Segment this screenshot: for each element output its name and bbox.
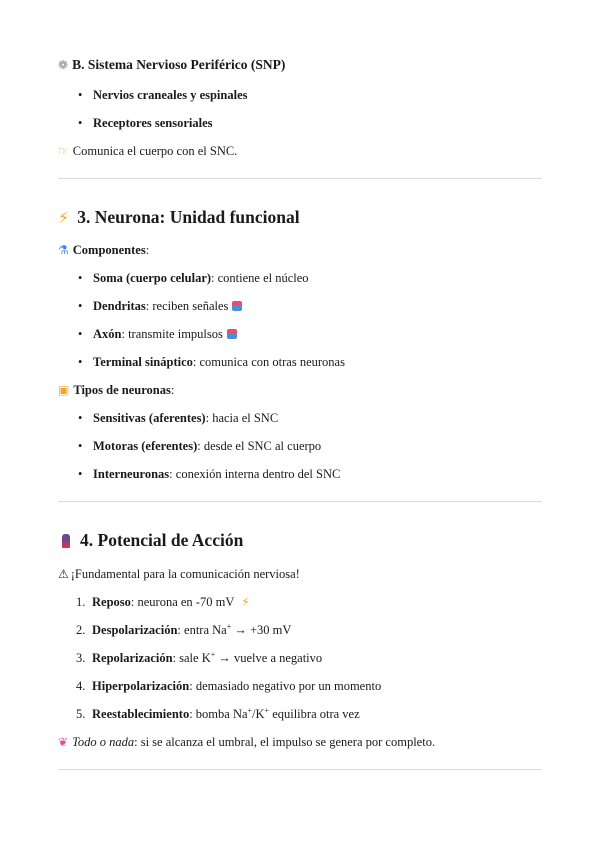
microscope-icon: ⚗ [58,243,69,257]
warning-icon: ⚠ [58,567,69,581]
asterisk-flower-icon: ❁ [58,58,69,72]
list-item: • Soma (cuerpo celular): contiene el núcleo [78,270,309,286]
potencial-note: ❦ Todo o nada: si se alcanza el umbral, el impulso se genera por completo. [58,735,436,749]
lightning-icon: ⚡ [241,595,250,609]
list-item: • Sensitivas (aferentes): hacia el SNC [78,410,278,426]
snp-heading: ❁ B. Sistema Nervioso Periférico (SNP) [58,57,286,72]
divider [58,501,542,502]
package-icon: ▣ [58,383,70,397]
lightning-icon: ⚡ [58,208,70,227]
inbox-tray-icon [232,301,242,311]
list-item: • Motoras (eferentes): desde el SNC al cuerpo [78,438,321,454]
list-item: 5. Reestablecimiento: bomba Na+/K+ equilibra otra vez [76,705,360,721]
list-item: • Axón: transmite impulsos [78,326,237,342]
tipos-label: ▣ Tipos de neuronas: [58,383,175,397]
electric-plug-icon [62,534,70,548]
brain-icon: ❦ [58,735,69,749]
potencial-title: 4. Potencial de Acción [58,529,243,551]
list-item: 4. Hiperpolarización: demasiado negativo por un momento [76,679,382,693]
list-item: 2. Despolarización: entra Na+ → +30 mV [76,621,292,637]
list-item: 3. Repolarización: sale K+ → vuelve a negativo [76,649,323,665]
snp-note: ☞ Comunica el cuerpo con el SNC. [58,144,238,158]
list-item: • Terminal sináptico: comunica con otras neuronas [78,354,345,370]
divider [58,178,542,179]
potencial-intro: ⚠ ¡Fundamental para la comunicación nerviosa! [58,567,300,581]
componentes-label: ⚗ Componentes: [58,243,150,257]
pointing-hand-icon: ☞ [58,144,69,158]
neurona-title: ⚡ 3. Neurona: Unidad funcional [58,207,300,227]
outbox-tray-icon [227,329,237,339]
list-item: • Dendritas: reciben señales [78,298,242,314]
list-item: • Nervios craneales y espinales [78,87,248,103]
list-item: • Interneuronas: conexión interna dentro del SNC [78,466,340,482]
list-item: 1. Reposo: neurona en -70 mV ⚡ [76,595,250,609]
list-item: • Receptores sensoriales [78,115,213,131]
divider [58,769,542,770]
